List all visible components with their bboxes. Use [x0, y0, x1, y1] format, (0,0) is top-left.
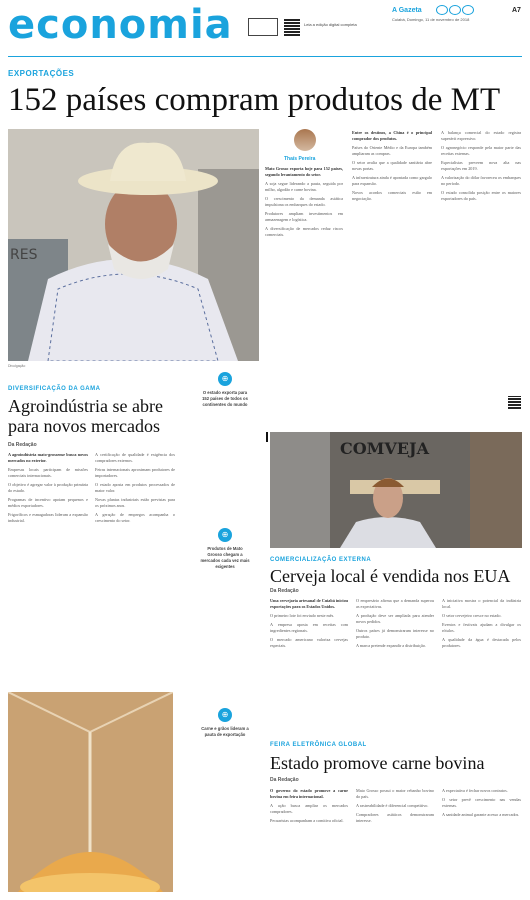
main-column-3: [441, 130, 521, 390]
story3-column-3: [442, 598, 521, 728]
main-photo: [8, 129, 259, 361]
qr-code-icon: [508, 396, 521, 409]
paragraph: O governo do estado promove a carne bovina em feira internacional.: [270, 788, 348, 799]
paragraph: Programas de incentivo apoiam pequenos e médios exportadores.: [8, 497, 88, 508]
paragraph: A valorização do dólar favoreceu os embarques no período.: [441, 175, 521, 186]
paragraph: Uma cervejaria artesanal de Cuiabá iniciou exportações para os Estados Unidos.: [270, 598, 348, 609]
page-number: A7: [512, 7, 521, 14]
paragraph: O mercado americano valoriza cervejas especiais.: [270, 637, 348, 648]
paragraph: Compradores asiáticos demonstraram interesse.: [356, 812, 434, 823]
paragraph: Mato Grosso exporta hoje para 152 países, segundo levantamento do setor.: [265, 166, 343, 177]
main-author: Thaís Pereira: [284, 156, 316, 162]
paragraph: Eventos e festivais ajudam a divulgar os rótulos.: [442, 622, 521, 633]
paragraph: A rastreabilidade é diferencial competitivo.: [356, 803, 429, 808]
main-column-2: [352, 130, 432, 410]
svg-text:RES: RES: [10, 247, 38, 263]
edition-date: Cuiabá, Domingo, 11 de novembro de 2018: [392, 17, 470, 22]
main-photo-credit: Divulgação: [8, 364, 26, 368]
paragraph: A ação busca ampliar os mercados compradores.: [270, 803, 348, 814]
section-title: economia: [8, 2, 233, 48]
paragraph: Especialistas preveem nova alta nas exportações em 2019.: [441, 160, 521, 171]
paragraph: Novos acordos comerciais estão em negociação.: [352, 190, 432, 201]
author-avatar: [294, 129, 316, 151]
paragraph: Países do Oriente Médio e da Europa também ampliaram as compras.: [352, 145, 432, 156]
newspaper-logo: A Gazeta: [392, 7, 422, 14]
paragraph: Entre os destinos, a China é o principal comprador dos produtos.: [352, 130, 432, 141]
brewery-photo: [270, 432, 522, 548]
story2-kicker: DIVERSIFICAÇÃO DA GAMA: [8, 386, 101, 392]
paragraph: Empresas locais participam de missões comerciais internacionais.: [8, 467, 88, 478]
paragraph: O primeiro lote foi enviado neste mês.: [270, 613, 335, 618]
story3-headline: Cerveja local é vendida nos EUA: [270, 566, 511, 586]
story3-column-2: [356, 598, 434, 728]
sidebox-text: Carne e grãos lideram a pauta de exportação: [201, 726, 249, 737]
header-rule: [8, 56, 522, 57]
story4-column-2: [356, 788, 434, 894]
story4-byline: Da Redação: [270, 777, 299, 783]
main-kicker: EXPORTAÇÕES: [8, 69, 75, 78]
story3-kicker: COMERCIALIZAÇÃO EXTERNA: [270, 557, 372, 563]
paragraph: Outros países já demonstraram interesse no produto.: [356, 628, 434, 639]
device-icon: [248, 18, 278, 36]
paragraph: A infraestrutura ainda é apontada como gargalo para expansão.: [352, 175, 432, 186]
story4-headline: Estado promove carne bovina: [270, 753, 485, 773]
paragraph: A geração de empregos acompanha o crescimento do setor.: [95, 512, 175, 523]
digital-edition-promo: [248, 18, 358, 44]
paragraph: O empresário afirma que a demanda superou as expectativas.: [356, 598, 434, 609]
plus-circle-icon: ⊕: [218, 528, 232, 542]
main-headline: 152 países compram produtos de MT: [8, 82, 501, 118]
story4-kicker: FEIRA ELETRÔNICA GLOBAL: [270, 742, 367, 748]
paragraph: A soja segue liderando a pauta, seguida por milho, algodão e carne bovina.: [265, 181, 343, 192]
story2-byline: Da Redação: [8, 442, 37, 448]
paragraph: A agroindústria mato-grossense busca novos mercados no exterior.: [8, 452, 88, 463]
story2-column-1: [8, 452, 88, 682]
paragraph: A qualidade da água é destacada pelos produtores.: [442, 637, 521, 648]
promo-text: Leia a edição digital completa: [304, 22, 357, 27]
sidebox-2: [200, 528, 250, 570]
paragraph: O agronegócio responde pela maior parte das receitas externas.: [441, 145, 521, 156]
paragraph: A balança comercial do estado registra superávit expressivo.: [441, 130, 521, 141]
story3-column-1: [270, 598, 348, 728]
paragraph: O setor avalia que a qualidade sanitária abre novas portas.: [352, 160, 432, 171]
story2-headline: Agroindústria se abre para novos mercados: [8, 396, 163, 436]
qr-code-icon: [284, 18, 300, 36]
paragraph: Produtores ampliam investimentos em armazenagem e logística.: [265, 211, 343, 222]
paragraph: A marca pretende expandir a distribuição.: [356, 643, 426, 648]
paragraph: A sanidade animal garante acesso a mercados.: [442, 812, 520, 817]
rings-logo-icon: [436, 5, 474, 15]
story4-column-1: [270, 788, 348, 894]
paragraph: O setor cervejeiro cresce no estado.: [442, 613, 502, 618]
photo-marker: [266, 432, 268, 442]
paragraph: Frigoríficos e esmagadoras lideram a expansão industrial.: [8, 512, 88, 523]
paragraph: Mato Grosso possui o maior rebanho bovino do país.: [356, 788, 434, 799]
plus-circle-icon: ⊕: [218, 708, 232, 722]
paragraph: O crescimento da demanda asiática impulsiona os embarques do estado.: [265, 196, 343, 207]
sidebox-text: Produtos de Mato Grosso chegam a mercados cada vez mais exigentes: [200, 546, 250, 569]
paragraph: O estado aposta em produtos processados de maior valor.: [95, 482, 175, 493]
paragraph: A certificação de qualidade é exigência dos compradores externos.: [95, 452, 175, 463]
sidebox-1: [200, 372, 250, 408]
plus-circle-icon: ⊕: [218, 372, 232, 386]
paragraph: O objetivo é agregar valor à produção primária do estado.: [8, 482, 88, 493]
paragraph: Novas plantas industriais estão previstas para os próximos anos.: [95, 497, 175, 508]
paragraph: Pecuaristas acompanham a comitiva oficial.: [270, 818, 344, 823]
brewery-sign: COMVEJA: [340, 439, 429, 458]
paragraph: A produção deve ser ampliada para atender novos pedidos.: [356, 613, 434, 624]
paragraph: A empresa aposta em receitas com ingredientes regionais.: [270, 622, 348, 633]
paragraph: Feiras internacionais aproximam produtores de importadores.: [95, 467, 175, 478]
story2-column-2: [95, 452, 175, 682]
story3-byline: Da Redação: [270, 588, 299, 594]
paragraph: O setor prevê crescimento nas vendas externas.: [442, 797, 521, 808]
paragraph: A diversificação de mercados reduz riscos comerciais.: [265, 226, 343, 237]
paragraph: A iniciativa mostra o potencial da indústria local.: [442, 598, 521, 609]
sidebox-3: [200, 708, 250, 738]
main-column-1: [265, 166, 343, 396]
paragraph: O estado consolida posição entre os maiores exportadores do país.: [441, 190, 521, 201]
sidebox-text: O estado exporta para 152 países de todos os continentes do mundo: [202, 390, 248, 407]
paragraph: A expectativa é fechar novos contratos.: [442, 788, 508, 793]
story4-column-3: [442, 788, 521, 894]
warehouse-photo: [8, 692, 173, 892]
